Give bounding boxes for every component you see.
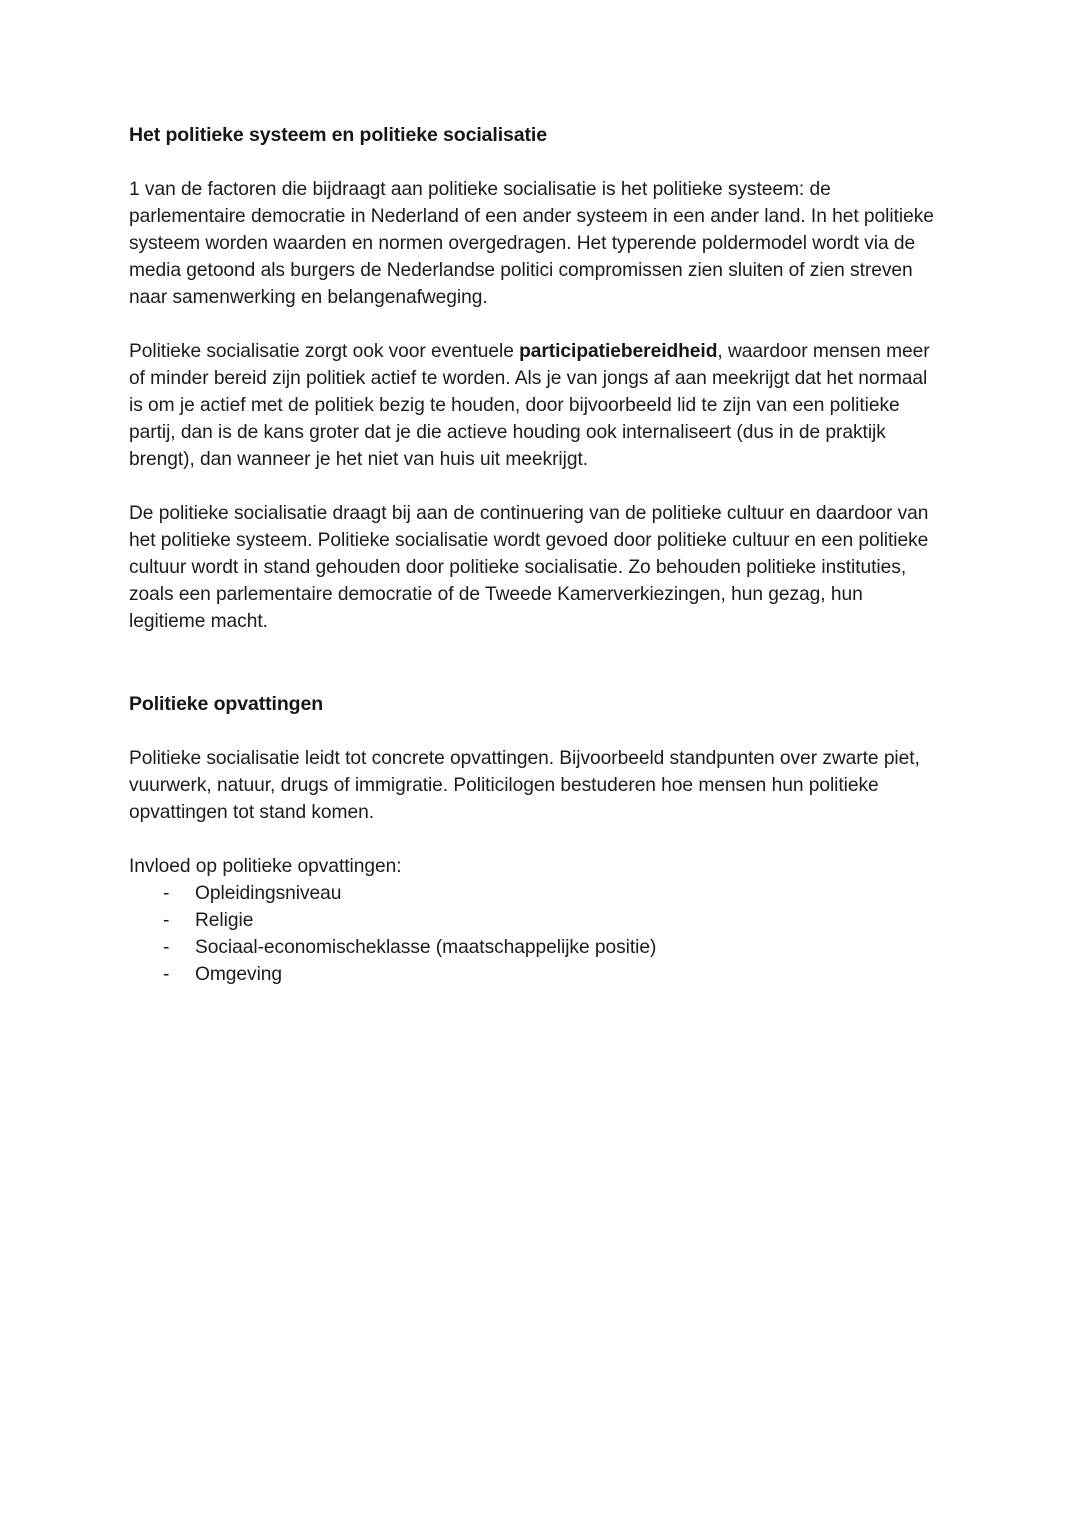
paragraph-continuation-political-culture: De politieke socialisatie draagt bij aan de continuering van de politieke cultuur en daardoor van het politieke systeem. Politieke socialisatie wordt gevoed door politieke cultuur en een politieke cultuur wordt in stand gehouden door politieke socialisatie. Zo behouden politieke instituties, zoals een parlementaire democratie of de Tweede Kamerverkiezingen, hun gezag, hun legitieme macht.	[129, 503, 929, 632]
list-item	[129, 934, 941, 961]
list-dash-marker: -	[163, 883, 170, 904]
list-dash-marker: -	[163, 910, 170, 931]
paragraph-political-system-factors: 1 van de factoren die bijdraagt aan politieke socialisatie is het politieke systeem: de parlementaire democratie in Nederland of een ander systeem in een ander land. In het politieke systeem worden waarden en normen overgedragen. Het typerende poldermodel wordt via de media getoond als burgers de Nederlandse politici compromissen zien sluiten of zien streven naar samenwerking en belangenafweging.	[129, 179, 934, 308]
paragraph-text-before-bold: Politieke socialisatie zorgt ook voor eventuele	[129, 341, 520, 362]
list-dash-marker: -	[163, 937, 170, 958]
bold-term-participatiebereidheid: participatiebereidheid	[519, 341, 718, 362]
section-heading-political-system: Het politieke systeem en politieke socialisatie	[129, 124, 547, 146]
list-item	[129, 880, 941, 907]
paragraph-concrete-opinions: Politieke socialisatie leidt tot concrete opvattingen. Bijvoorbeeld standpunten over zwarte piet, vuurwerk, natuur, drugs of immigratie. Politicilogen bestuderen hoe mensen hun politieke opvattingen tot stand komen.	[129, 748, 920, 823]
section-heading-political-opinions: Politieke opvattingen	[129, 693, 324, 715]
paragraph-text-after-bold: , waardoor mensen meer of minder bereid zijn politiek actief te worden. Als je van jongs af aan meekrijgt dat het normaal is om je actief met de politiek bezig te houden, door bijvoorbeeld lid te zijn van een politieke partij, dan is de kans groter dat je die actieve houding ook internaliseert (dus in de praktijk brengt), dan wanneer je het niet van huis uit meekrijgt.	[129, 341, 930, 470]
list-item	[129, 961, 941, 988]
list-item-label: Opleidingsniveau	[195, 883, 342, 904]
list-item-label: Sociaal-economischeklasse (maatschappelijke positie)	[195, 937, 657, 958]
list-dash-marker: -	[163, 964, 170, 985]
list-item	[129, 907, 941, 934]
list-item-label: Religie	[195, 910, 254, 931]
influences-list	[129, 880, 941, 988]
list-item-label: Omgeving	[195, 964, 283, 985]
document-body	[129, 122, 941, 988]
list-intro-influences: Invloed op politieke opvattingen:	[129, 856, 402, 877]
paragraph-participation-willingness	[129, 338, 941, 473]
